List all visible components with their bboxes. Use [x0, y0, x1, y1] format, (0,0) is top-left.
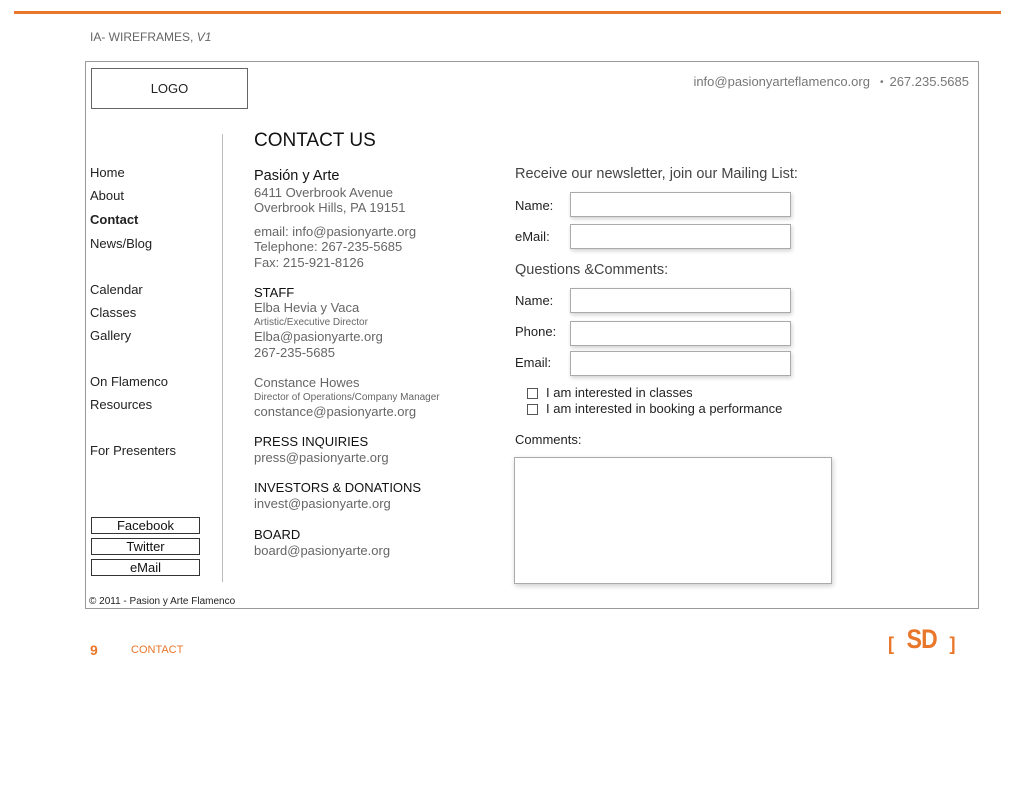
nav-item-about[interactable]: About [90, 188, 124, 203]
nav-item-resources[interactable]: Resources [90, 397, 153, 412]
nav-item-gallery[interactable]: Gallery [90, 328, 132, 343]
investors-email[interactable]: invest@pasionyarte.org [254, 496, 391, 511]
booking-checkbox[interactable] [527, 404, 538, 415]
facebook-button[interactable]: Facebook [91, 517, 200, 534]
comments-label: Comments: [515, 432, 582, 447]
question-name-label: Name: [515, 293, 554, 308]
staff1-email[interactable]: Elba@pasionyarte.org [254, 329, 383, 344]
press-heading: PRESS INQUIRIES [254, 434, 369, 449]
question-phone-input[interactable] [570, 321, 791, 346]
board-heading: BOARD [254, 527, 301, 542]
nav-item-home[interactable]: Home [90, 165, 125, 180]
page-number: 9 [90, 642, 98, 658]
questions-title: Questions &Comments: [515, 262, 669, 278]
address-line-1: 6411 Overbrook Avenue [254, 185, 394, 200]
page-title: CONTACT US [254, 130, 376, 151]
comments-textarea[interactable] [514, 457, 832, 584]
staff2-email[interactable]: constance@pasionyarte.org [254, 404, 417, 419]
contact-fax: Fax: 215-921-8126 [254, 255, 364, 270]
email-button[interactable]: eMail [91, 559, 200, 576]
address-line-2: Overbrook Hills, PA 19151 [254, 200, 406, 215]
document-version: V1 [196, 30, 212, 44]
nav-item-calendar[interactable]: Calendar [90, 282, 143, 297]
newsletter-email-label: eMail: [515, 229, 550, 244]
investors-heading: INVESTORS & DONATIONS [254, 480, 422, 495]
brand-mark: [ SD ] [888, 624, 956, 654]
question-name-input[interactable] [570, 288, 791, 313]
question-phone-label: Phone: [515, 324, 557, 339]
contact-telephone: Telephone: 267-235-5685 [254, 239, 403, 254]
newsletter-name-label: Name: [515, 198, 554, 213]
staff2-name: Constance Howes [254, 375, 360, 390]
twitter-button[interactable]: Twitter [91, 538, 200, 555]
contact-email[interactable]: email: info@pasionyarte.org [254, 224, 417, 239]
logo[interactable]: LOGO [91, 68, 248, 109]
staff1-name: Elba Hevia y Vaca [254, 300, 360, 315]
newsletter-title: Receive our newsletter, join our Mailing List: [515, 166, 798, 182]
top-rule [14, 11, 1001, 14]
nav-divider [222, 134, 223, 582]
staff1-title: Artistic/Executive Director [254, 317, 368, 328]
page-section-name: CONTACT [131, 644, 184, 656]
staff1-phone: 267-235-5685 [254, 345, 335, 360]
question-email-input[interactable] [570, 351, 791, 376]
nav-item-on-flamenco[interactable]: On Flamenco [90, 374, 169, 389]
staff2-title: Director of Operations/Company Manager [254, 392, 440, 403]
header-contact [693, 74, 969, 89]
booking-checkbox-label[interactable]: I am interested in booking a performance [546, 401, 783, 416]
header-phone: 267.235.5685 [889, 74, 969, 89]
footer-copyright: © 2011 - Pasion y Arte Flamenco [89, 596, 236, 607]
header-email-link[interactable]: info@pasionyarteflamenco.org [693, 74, 870, 89]
nav-item-for-presenters[interactable]: For Presenters [90, 443, 176, 458]
nav-item-news-blog[interactable]: News/Blog [90, 236, 153, 251]
document-title: IA- WIREFRAMES, V1 [90, 30, 212, 44]
press-email[interactable]: press@pasionyarte.org [254, 450, 389, 465]
classes-checkbox[interactable] [527, 388, 538, 399]
newsletter-email-input[interactable] [570, 224, 791, 249]
nav-item-contact[interactable]: Contact [90, 212, 139, 227]
org-name: Pasión y Arte [254, 168, 340, 184]
newsletter-name-input[interactable] [570, 192, 791, 217]
staff-heading: STAFF [254, 285, 295, 300]
nav-item-classes[interactable]: Classes [90, 305, 137, 320]
board-email[interactable]: board@pasionyarte.org [254, 543, 391, 558]
question-email-label: Email: [515, 355, 552, 370]
classes-checkbox-label[interactable]: I am interested in classes [546, 385, 693, 400]
header-separator: • [879, 77, 884, 88]
